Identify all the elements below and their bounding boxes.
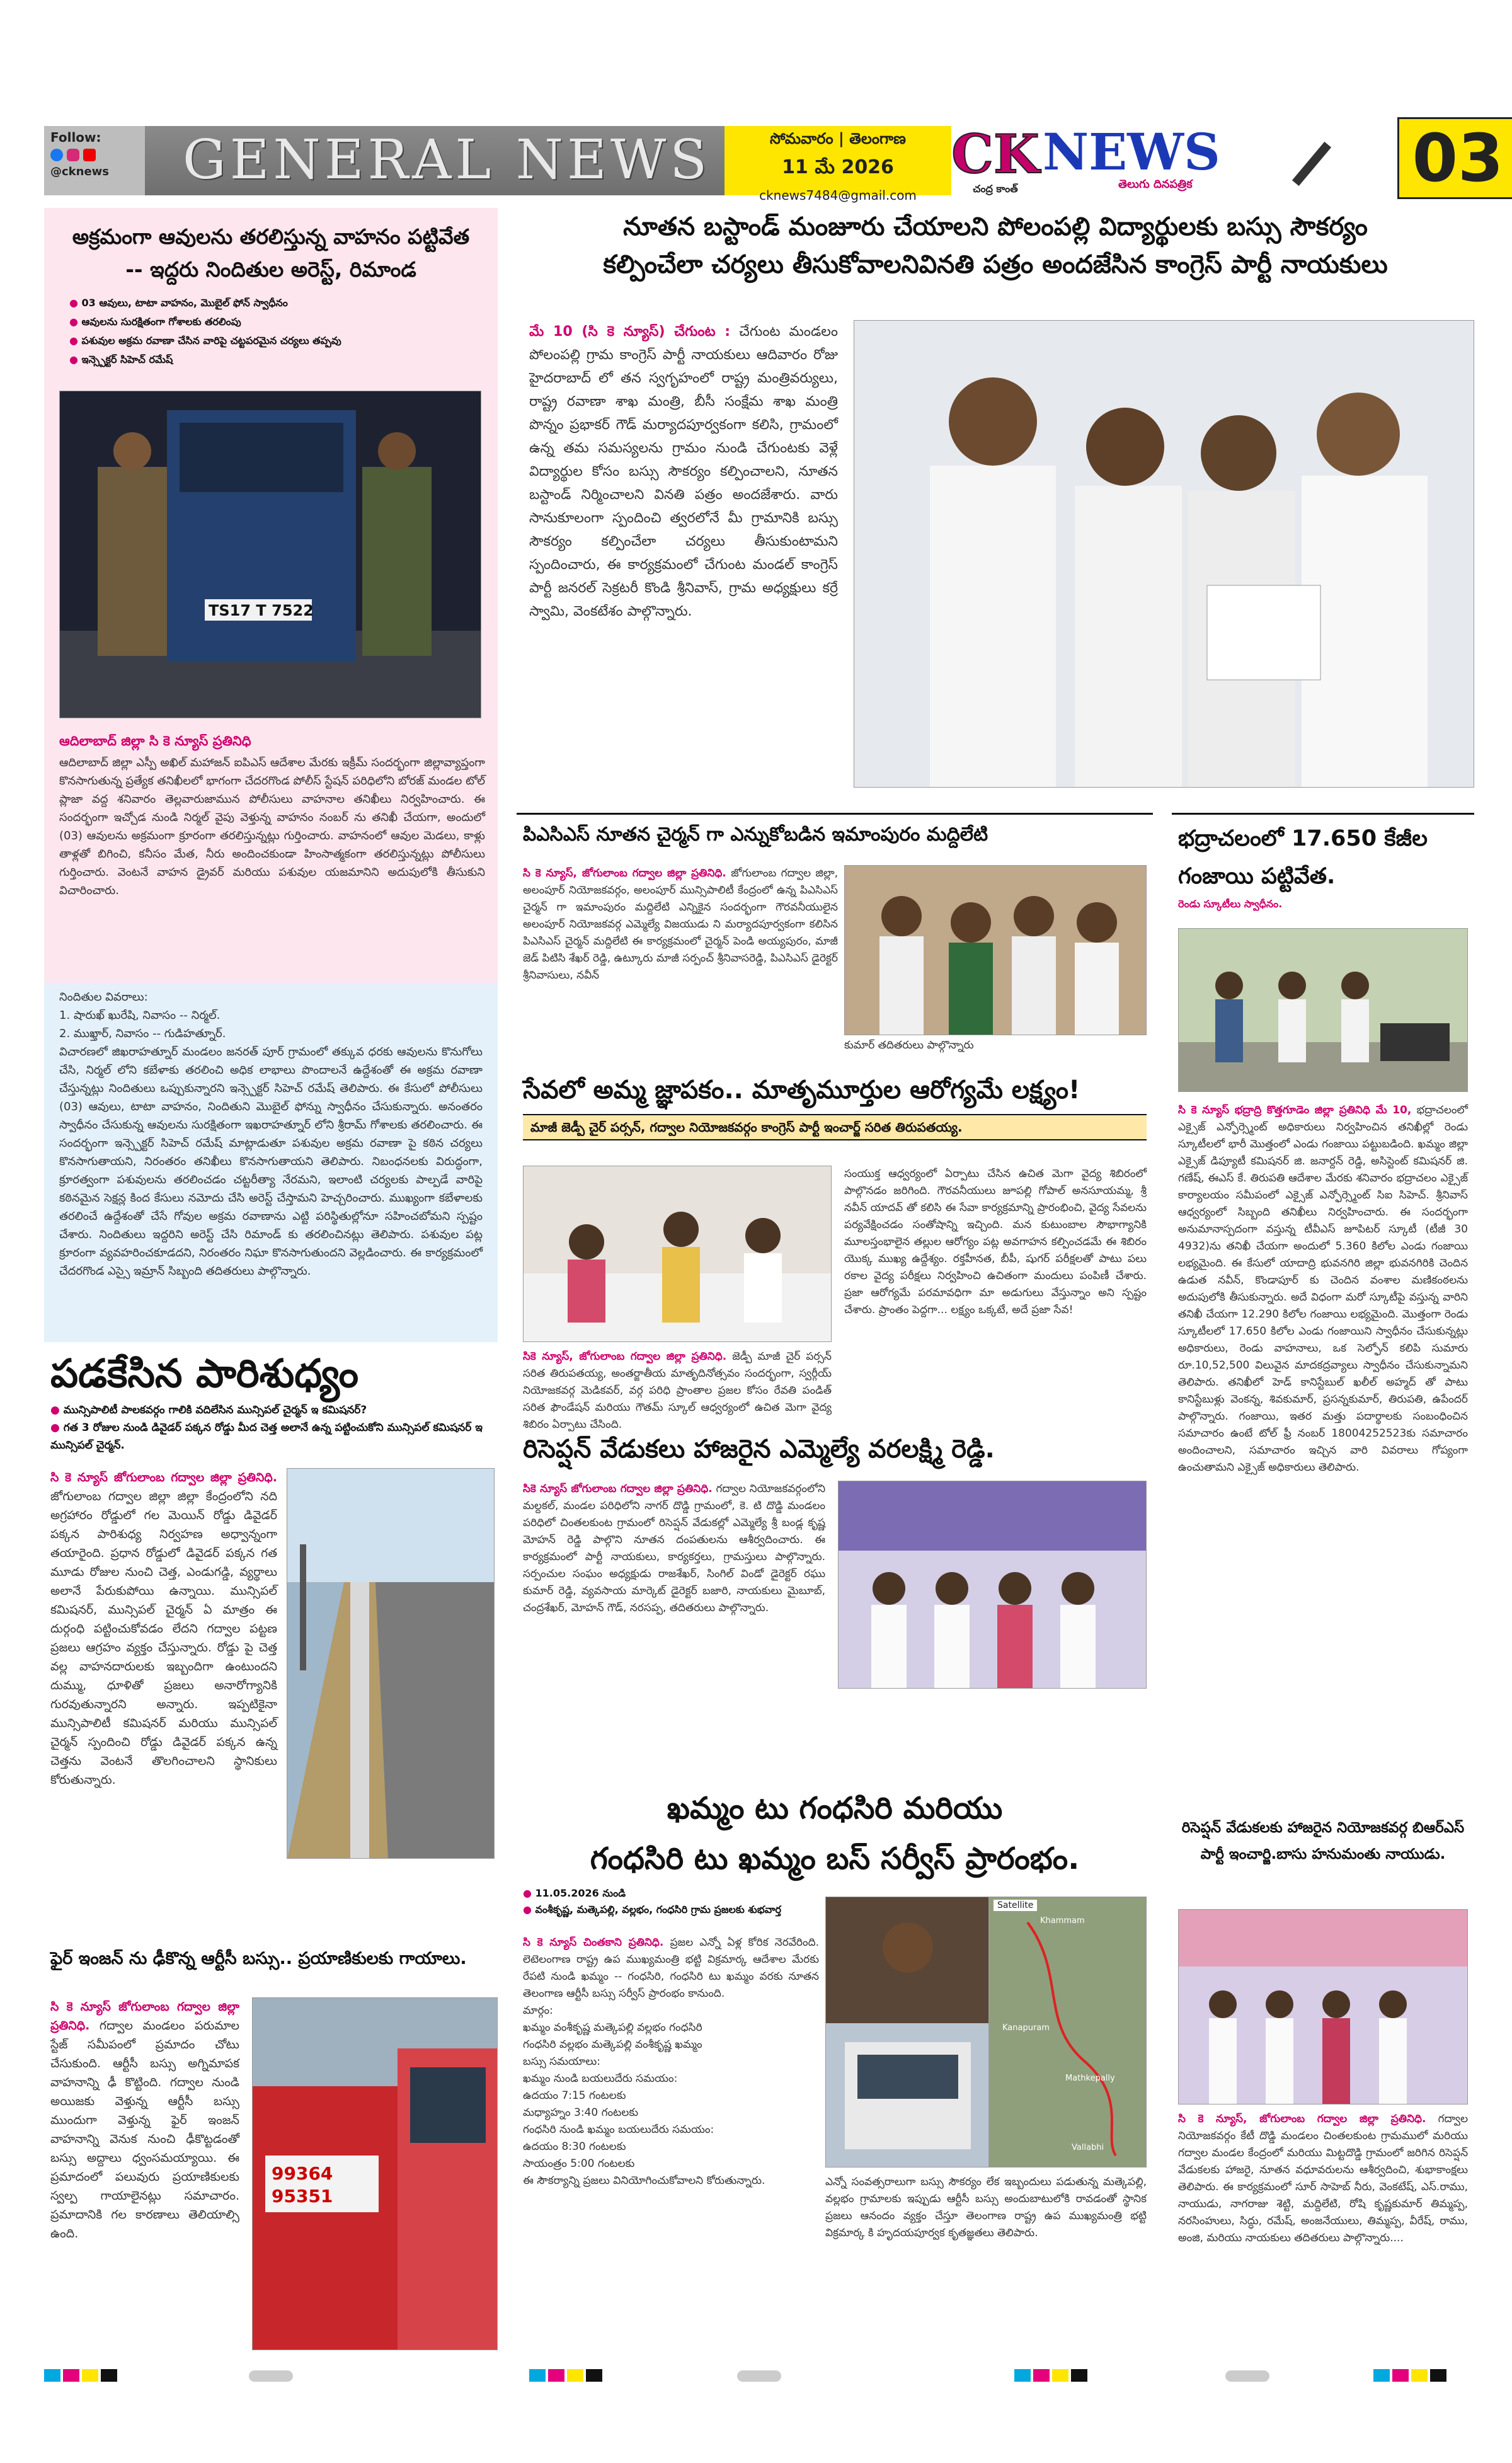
bus-service-photo <box>825 1897 989 2167</box>
sanitation-body: జోగులాంబ గద్వాల జిల్లా జిల్లా కేంద్రంలోని నది అగ్రహారం రోడ్డులో గల మెయిన్ రోడ్డు డివైడర్ పక్కన పారిశుధ్య నిర్వహణ అధ్వాన్నంగా తయారైంది. ప్రధాన రోడ్డులో డివైడర్ పక్కన గత మూడు రోజుల నుంచి చెత్త, ఎండుగడ్డి, వ్యర్థాలు అలానే పేరుకుపోయి ఉన్నాయి. మున్సిపల్ కమిషనర్, మున్సిపల్ చైర్మన్ ఏ మాత్రం ఈ దుర్గంధి పట్టించుకోవడం లేదని గద్వాల పట్టణ ప్రజలు ఆగ్రహం వ్యక్తం చేస్తున్నారు. రోడ్డు పై చెత్త వల్ల వాహనదారులకు ఇబ్బందిగా ఉంటుందని దుమ్ము, ధూళితో ప్రజలు అనారోగ్యానికి గురవుతున్నారని అన్నారు. ఇప్పటికైనా మున్సిపాలిటీ కమిషనర్ మరియు మున్సిపల్ చైర్మన్ స్పందించి రోడ్డు డివైడర్ పక్కన ఉన్న చెత్తను వెంటనే తొలగించాలని స్థానికులు కోరుతున్నారు. <box>50 1490 277 1787</box>
issue-date: 11 మే 2026 <box>782 156 894 178</box>
brs-reception-illustration <box>1179 1910 1468 2104</box>
medical-camp-illustration <box>524 1166 832 1342</box>
mla-reception-byline: సికె న్యూస్ జోగులాంబ గద్వాల జిల్లా ప్రతినిధి. <box>523 1483 713 1495</box>
brs-reception-text <box>1178 2111 1468 2247</box>
cow-byline-text: ఆదిలాబాద్ జిల్లా సి కె న్యూస్ ప్రతినిధి <box>59 733 251 749</box>
mothers-day-photo <box>523 1166 832 1342</box>
brs-reception-body: గద్వాల నియోజకవర్గం కేటీ దొడ్డి మండలం చింతలకుంట గ్రామములో మరియు గద్వాల మండల కేంద్రంలో మరియు మిట్టదొడ్డి గ్రామంలో జరిగిన రిసెప్షన్ వేడుకలకు హాజరై, నూతన వధూవరులను ఆశీర్వదించి, శుభాకాంక్షలు తెలిపారు. ఈ కార్యక్రమంలో సూర్ సాహెబ్ నీరు, వెంకటేష్, ఎస్.రాము, నాయుడు, నాగరాజు శెట్టి, మద్దిలేటి, రోషి కృష్ణకుమార్ తిమ్మప్ప, నరసింహులు, సిద్ధు, రమేష్, అంజనేయులు, తిమ్మప్ప, వీరేష్, రాము, అంజి, మరియు నాయకులు తదితరులు పాల్గొన్నారు.... <box>1178 2113 1469 2244</box>
truck-plate: TS17 T 7522 <box>209 602 314 619</box>
registration-marks-left <box>44 2369 117 2382</box>
bus-stand-photo <box>854 320 1474 788</box>
cow-body-1: ఆదిలాబాద్ జిల్లా ఎస్పీ అఖిల్ మహాజన్ ఐపిఎస్ ఆదేశాల మేరకు ఇక్రీమ్ సందర్భంగా జిల్లావ్యాప్తంగా కొనసాగుతున్న ప్రత్యేక తనిఖీలలో భాగంగా చేదరగొండ పోలీస్ స్టేషన్ పరిధిలోని బోరజ్ మండల టోల్ ప్లాజా వద్ద శనివారం తెల్లవారుజామున పోలీసులు వాహనాల తనిఖీలు నిర్వహించారు. ఈ సందర్భంగా ఇచ్చోడ నుండి నిర్మల్ వైపు వెళ్తున్న వాహనం నంబర్ ను తనిఖీ చేయగా, అందులో (03) ఆవులను అక్రమంగా క్రూరంగా తరలిస్తున్నట్లు గుర్తించారు. వాహనంలో ఆవుల మెడలు, కాళ్లు తాళ్లతో బిగించి, కనీసం మేత, నీరు అందించకుండా హింసాత్మకంగా తరలిస్తున్నట్లు పోలీసులు గుర్తించారు. వెంటనే వాహన డ్రైవర్ మరియు పశువుల యజమానిని అదుపులోకి తీసుకుని విచారించారు. <box>59 756 485 897</box>
bus-service-route: మార్గం: ఖమ్మం వంశీకృష్ణ మత్కెపల్లి వల్లభం గంధసిరి గంధసిరి వల్లభం మత్కెపల్లి వంశీకృష్ణ ఖమ్మం బస్సు సమయాలు: ఖమ్మం నుండి బయలుదేరు సమయం: ఉదయం 7:15 గంటలకు మధ్యాహ్నం 3:40 గంటలకు గంధసిరి నుండి ఖమ్మం బయలుదేరు సమయం: ఉదయం 8:30 గంటలకు సాయంత్రం 5:00 గంటలకు ఈ సౌకర్యాన్ని ప్రజలు వినియోగించుకోవాలని కోరుతున్నారు. <box>523 2004 765 2187</box>
felicitation-illustration <box>845 866 1147 1035</box>
bus-stand-story <box>517 208 1474 807</box>
logo-sub: చంద్ర కాంత్ <box>973 183 1018 195</box>
cow-bullet-1: ● 03 ఆవులు, టాటా వాహనం, మొబైల్ ఫోన్ స్వాధీనం <box>69 297 288 309</box>
logo-news: NEWS <box>1043 122 1220 181</box>
pacs-photo <box>844 865 1147 1035</box>
mothers-day-byline: సికె న్యూస్, జోగులాంబ గద్వాల జిల్లా ప్రతినిధి. <box>523 1350 727 1363</box>
truck-illustration <box>60 391 481 718</box>
day-state: సోమవారం | తెలంగాణ <box>770 130 906 147</box>
map-place-khammam: Khammam <box>1040 1916 1085 1926</box>
ganja-story <box>1172 813 1474 1808</box>
mla-reception-body: గద్వాల నియోజకవర్గంలోని మల్దకల్, మండల పరిధిలోని నాగర్ దొడ్డి గ్రామంలో, కె. టి దొడ్డి మండలం పరిధిలో చింతలకుంట గ్రామంలో రిసెప్షన్ వేడుకల్లో ఎమ్మెల్యే శ్రీ బండ్ల కృష్ణ మోహన్ రెడ్డి పాల్గొని నూతన దంపతులను ఆశీర్వదించారు. ఈ కార్యక్రమంలో పార్టీ నాయకులు, కార్యకర్తలు, గ్రామస్తులు పాల్గొన్నారు. సర్పంచుల సంఘం అధ్యక్షుడు రాజశేఖర్, సింగిల్ విండో డైరెక్టర్ రఘు కుమార్ రెడ్డి, వ్యవసాయ మార్కెట్ డైరెక్టర్ బజారి, నాయకులు మైబూబ్, చంద్రశేఖర్, మోహన్ గౌడ్, నరసప్ప, తదితరులు పాల్గొన్నారు. <box>523 1483 826 1614</box>
sanitation-story <box>44 1348 498 1953</box>
bus-service-text <box>523 1934 819 2190</box>
logo-ck: CK <box>951 123 1040 185</box>
logo-tagline: తెలుగు దినపత్రిక <box>1118 178 1193 191</box>
cow-photo <box>59 391 481 718</box>
registration-pill-left <box>249 2370 293 2382</box>
accident-headline: ఫైర్ ఇంజన్ ను ఢీకొన్న ఆర్టీసీ బస్సు.. ప్రయాణికులకు గాయాలు. <box>50 1949 467 1968</box>
follow-box <box>44 126 145 195</box>
brs-reception-photo <box>1178 1909 1468 2104</box>
news-logo <box>1043 122 1395 195</box>
accident-byline: సి కె న్యూస్ జోగులాంబ గద్వాల జిల్లా ప్రతినిధి. <box>50 2000 239 2033</box>
page-number: 03 <box>1412 120 1504 197</box>
pacs-byline: సి కె న్యూస్, జోగులాంబ గద్వాల జిల్లా ప్రతినిధి. <box>523 867 726 880</box>
sanitation-byline: సి కె న్యూస్ జోగులాంబ గద్వాల జిల్లా ప్రతినిధి. <box>50 1471 277 1484</box>
ganja-photo <box>1178 928 1468 1092</box>
mla-reception-photo <box>838 1481 1147 1689</box>
pacs-body: జోగులాంబ గద్వాల జిల్లా, అలంపూర్ నియోజకవర్గం, అలంపూర్ మున్సిపాలిటీ కేంద్రంలో ఉన్న పిఎసిఎస్ చైర్మన్ గా ఇమాంపురం మద్దిలేటి ఎన్నికైన సందర్భంగా గౌరవనీయులైన అలంపూర్ నియోజకవర్గ ఎమ్మెల్యే విజయుడు ని మర్యాదపూర్వకంగా కలిసిన పిఎసిఎస్ చైర్మన్ మద్దిలేటి ఈ కార్యక్రమంలో చైర్మన్ పెండి అయ్యపురం, మాజీ జెడ్ పిటిసి శేఖర్ రెడ్డి, ఉట్కూరు మాజీ సర్పంచ్ శ్రీనివాసరెడ్డి, పిఎసిఎస్ డైరెక్టర్ శ్రీనివాసులు, నవీన్ <box>523 867 839 982</box>
sanitation-text <box>50 1468 277 1789</box>
mla-reception-text <box>523 1481 825 1617</box>
sanitation-headline: పడకేసిన పారిశుధ్యం <box>50 1350 359 1396</box>
ganja-byline: సి కె న్యూస్ భద్రాద్రి కొత్తగూడెం జిల్లా ప్రతినిధి మే 10, <box>1178 1104 1412 1117</box>
bus-stand-source: మే 10 (సి కె న్యూస్) చేగుంట : <box>529 324 731 340</box>
page-number-box <box>1397 117 1512 199</box>
bus-service-headline-2: గంధసిరి టు ఖమ్మం బస్ సర్వీస్ ప్రారంభం. <box>590 1841 1080 1876</box>
bus-minister-illustration <box>826 1897 989 2167</box>
cow-byline <box>59 731 488 752</box>
cow-story <box>44 208 498 983</box>
ganja-headline: భద్రాచలంలో 17.650 కేజీల గంజాయి పట్టివేత. <box>1178 826 1428 889</box>
registration-pill-center <box>737 2370 781 2382</box>
accident-photo <box>252 1997 498 2350</box>
brs-reception-headline: రిసెప్షన్ వేడుకలకు హాజరైన నియోజకవర్గ బిఆర్ఎస్ పార్టీ ఇంచార్జి.బాసు హనుమంతు నాయుడు. <box>1181 1820 1465 1863</box>
brs-reception-story <box>1172 1815 1474 2350</box>
follow-label: Follow: <box>50 130 101 145</box>
bus-service-headline-1: ఖమ్మం టు గంధసిరి మరియు <box>667 1791 1003 1826</box>
mothers-day-story <box>517 1071 1153 1431</box>
fire-engine-number-1: 99364 <box>272 2163 333 2184</box>
reception-stage-illustration <box>839 1481 1147 1689</box>
mothers-day-text-1 <box>523 1348 832 1433</box>
bus-stand-headline-1: నూతన బస్టాండ్ మంజూరు చేయాలని పోలంపల్లి విద్యార్థులకు బస్సు సౌకర్యం <box>623 212 1368 241</box>
registration-marks-center-left <box>529 2369 602 2382</box>
masthead <box>44 120 1504 203</box>
sanitation-bullet-1: ● మున్సిపాలిటీ పాలకవర్గం గాలికి వదిలేసిన మున్సిపల్ చైర్మన్ ఇ కమిషనర్? <box>50 1404 367 1416</box>
cow-bullet-4: ● ఇన్స్పెక్టర్ సిహెచ్ రమేష్ <box>69 353 173 365</box>
brs-reception-byline: సి కె న్యూస్, జోగులాంబ గద్వాల జిల్లా ప్రతినిధి. <box>1178 2113 1426 2125</box>
sanitation-photo <box>287 1468 495 1859</box>
pacs-headline: పిఎసిఎస్ నూతన చైర్మన్ గా ఎన్నుకోబడిన ఇమాంపురం మద్దిలేటి <box>523 824 988 846</box>
accident-text <box>50 1997 239 2243</box>
cow-bullet-3: ● పశువుల అక్రమ రవాణా చేసిన వారిపై చట్టపరమైన చర్యలు తప్పవు <box>69 335 341 347</box>
bus-service-body-2: ఎన్నో సంవత్సరాలుగా బస్సు సౌకర్యం లేక ఇబ్బందులు పడుతున్న మత్కెపల్లి, వల్లభం గ్రామాలకు ఇప్పుడు ఆర్టీసీ బస్సు అందుబాటులోకి రావడంతో స్థానిక ప్రజలు ఆనందం వ్యక్తం చేస్తూ తెలంగాణ రాష్ట్ర ఉప ముఖ్యమంత్రి భట్టి విక్రమార్క కి హృదయపూర్వక కృతజ్ఞతలు తెలిపారు. <box>825 2176 1147 2239</box>
ganja-body: భద్రాచలంలో ఎక్సైజ్ ఎన్ఫోర్స్మెంట్ అధికారులు నిర్వహించిన తనిఖీల్లో రెండు స్కూటీలలో భారీ మొత్తంలో ఎండు గంజాయి పట్టుబడింది. ఖమ్మం జిల్లా ఎక్సైజ్ డిప్యూటీ కమిషనర్ జి. జనార్దన్ రెడ్డి, అసిస్టెంట్ కమిషనర్ జి. గణేష్, ఈఎస్ కే. తిరుపతి ఆదేశాల మేరకు శనివారం భద్రాచలం ఎక్సైజ్ కార్యాలయం సమీపంలో ఎక్సైజ్ ఎన్ఫోర్స్మెంట్ సిఐ సిహెచ్. శ్రీనివాస్ ఆధ్వర్యంలో సిబ్బంది తనిఖీలు నిర్వహించారు. ఈ సందర్భంగా అనుమానాస్పదంగా వస్తున్న టీవీఎస్ జూపిటర్ స్కూటీ (టీజీ 30 4932)ను తనిఖీ చేయగా అందులో 5.360 కిలోల ఎండు గంజాయి లభ్యమైంది. ఈ కేసులో యాదాద్రి భువనగిరి జిల్లా భువనగిరికి చెందిన ఉడుత నవీన్, కొండాపూర్ కు చెందిన వంశాల మణికంఠలను అదుపులోకి తీసుకున్నారు. అదే విధంగా మరో స్కూటీపై వస్తున్న వారిని తనిఖీ చేయగా 12.290 కిలోల గంజాయి లభ్యమైంది. మొత్తంగా రెండు స్కూటీలలో 17.650 కిలోల ఎండు గంజాయిని స్వాధీనం చేసుకున్నట్లు అధికారులు, రెండు వాహనాలు, ఒక సెల్ఫోన్ కలిపి సుమారు రూ.10,52,500 విలువైన మాదకద్రవ్యాలు స్వాధీనం చేసుకున్నామని తెలిపారు. తనిఖీలో హెడ్ కానిస్టేబుల్ ఖలీల్ అహ్మద్ తో పాటు కానిస్టేబుళ్లు వెంకన్న, శివకుమార్, ప్రసన్నకుమార్, తిరుపతి, ఉపేందర్ పాల్గొన్నారు. గంజాయి, ఇతర మత్తు పదార్థాలకు సంబంధించిన సమాచారం ఉంటే టోల్ ఫ్రీ నంబర్ 18004252523కు సమాచారం అందించాలని, సమాచారం ఇచ్చిన వారి వివరాలు గోప్యంగా ఉంచుతామని ఎక్సైజ్ అధికారులు తెలిపారు. <box>1178 1104 1468 1474</box>
map-place-vallabhi: Vallabhi <box>1072 2143 1104 2152</box>
bus-service-story <box>517 1783 1153 2350</box>
map-satellite-label[interactable]: Satellite <box>994 1900 1037 1911</box>
bus-service-bullet-1: ● 11.05.2026 నుండి <box>523 1887 626 1899</box>
petition-handover-illustration <box>854 321 1474 788</box>
route-map[interactable] <box>989 1897 1147 2167</box>
social-handle: @cknews <box>50 165 110 178</box>
bus-service-bullet-2: ● వంశీకృష్ణ, మత్కెపల్లి, వల్లభం, గంధసిరి గ్రామ ప్రజలకు శుభవార్త <box>523 1903 781 1915</box>
mothers-day-body-2: సంయుక్త ఆధ్వర్యంలో ఏర్పాటు చేసిన ఉచిత మెగా వైద్య శిబిరంలో పాల్గొనడం జరిగింది. గౌరవనీయులు జూపల్లి గోపాల్ అనసూయమ్మ, శ్రీ నవీన్ యాదవ్ తో కలిసి ఈ సేవా కార్యక్రమాన్ని ప్రారంభించి, వైద్య సేవలను పర్యవేక్షించడం సంతోషాన్ని ఇచ్చింది. మన కుటుంబాల సౌభాగ్యానికి మూలస్తంభాలైన తల్లుల ఆరోగ్యం పట్ల అవగాహన కల్పించడమే ఈ శిబిరం యొక్క ముఖ్య ఉద్దేశ్యం. రక్తహీనత, బీపీ, షుగర్ పరీక్షలతో పాటు పలు రకాల వైద్య పరీక్షలు నిర్వహించి ఉచితంగా మందులు పంపిణీ చేశారు. ప్రజా ఆరోగ్యమే పరమావధిగా మా అడుగులు వేస్తున్నాం అని స్పష్టం చేశారు. ప్రాంతం పెద్దగా... లక్ష్యం ఒక్కటే, అదే ప్రజా సేవ! <box>844 1168 1147 1316</box>
registration-pill-right <box>1225 2370 1269 2382</box>
mothers-day-subhead: మాజీ జెడ్పీ చైర్ పర్సన్, గద్వాల నియోజకవర్గం కాంగ్రెస్ పార్టీ ఇంచార్జ్ సరిత తిరుపతయ్య. <box>530 1120 963 1135</box>
accident-story <box>44 1947 498 2350</box>
cow-story-continued <box>44 983 498 1342</box>
ck-logo <box>951 123 1040 195</box>
ganja-text <box>1178 1102 1468 1476</box>
email[interactable]: cknews7484@gmail.com <box>759 188 917 203</box>
bus-stand-body: చేగుంట మండలం పోలంపల్లి గ్రామ కాంగ్రెస్ పార్టీ నాయకులు ఆదివారం రోజు హైదరాబాద్ లో తన స్వగృహంలో రాష్ట్ర మంత్రివర్యులు, రాష్ట్ర రవాణా శాఖ మంత్రి, బీసీ సంక్షేమ శాఖ మంత్రి పొన్నం ప్రభాకర్ గౌడ్ మర్యాదపూర్వకంగా కలిసి, గ్రామంలో ఉన్న తమ సమస్యలను గ్రామం నుండి చేగుంటకు వెళ్లే విద్యార్థుల కోసం బస్సు సౌకర్యం కల్పించాలని, నూతన బస్టాండ్ నిర్మించాలని వినతి పత్రం అందజేశారు. వారు సానుకూలంగా స్పందించి త్వరలోనే మీ గ్రామానికి బస్సు సౌకర్యం కల్పించేలా చర్యలు తీసుకుంటామని స్పందించారు, ఈ కార్యక్రమంలో చేగుంట మండల్ కాంగ్రెస్ పార్టీ జనరల్ సెక్రటరీ కొండి శ్రీనివాస్, గ్రామ అధ్యక్షులు కర్రే స్వామి, వెంకటేశం పాల్గొన్నారు. <box>529 324 838 619</box>
youtube-icon[interactable] <box>83 149 96 161</box>
cow-bullet-2: ● ఆవులను సురక్షితంగా గోశాలకు తరలింపు <box>69 316 241 328</box>
social-icons[interactable] <box>50 149 139 161</box>
road-divider-illustration <box>287 1469 495 1859</box>
bus-service-byline: సి కె న్యూస్ చింతకాని ప్రతినిధి. <box>523 1936 664 1949</box>
bus-service-body-1: ప్రజల ఎన్నో ఏళ్ల కోరిక నెరవేరింది. లెటెలంగాణ రాష్ట్ర ఉప ముఖ్యమంత్రి భట్టి విక్రమార్క ఆదేశాల మేరకు రేపటి నుండి ఖమ్మం -- గంధసిరి, గంధసిరి టు ఖమ్మం వరకు నూతన తెలంగాణ ఆర్టీసీ బస్సు సర్వీస్ ప్రారంభం కానుంది. <box>523 1936 820 2000</box>
mothers-day-headline: సేవలో అమ్మ జ్ఞాపకం.. మాతృమూర్తుల ఆరోగ్యమే లక్ష్యం! <box>523 1076 1080 1105</box>
mothers-day-body-1: జెడ్పీ మాజీ చైర్ పర్సన్ సరిత తిరుపతయ్య, అంతర్జాతీయ మాతృదినోత్సవం సందర్భంగా, స్వర్గీయ్ నియోజకవర్గ మెడికవర్, వర్గ పరిధి ప్రాంతాల ప్రజల కోసం రేవతి పండిత్ సరిత ఫౌండేషన్ మరియు గౌతమ్ స్కూల్ ఆధ్వర్యంలో ఉచిత మెగా వైద్య శిబిరం ఏర్పాటు చేసింది. <box>523 1350 832 1431</box>
ganja-sub: రెండు స్కూటీలు స్వాధీనం. <box>1178 898 1283 910</box>
fire-engine-number-2: 95351 <box>272 2186 333 2207</box>
registration-marks-center-right <box>1014 2369 1087 2382</box>
date-box <box>724 126 951 203</box>
bus-stand-text <box>529 320 838 623</box>
registration-marks-right <box>1373 2369 1446 2382</box>
cow-bullets <box>44 286 498 377</box>
sanitation-bullets <box>44 1399 498 1457</box>
mla-reception-story <box>517 1430 1153 1789</box>
cow-headline: అక్రమంగా ఆవులను తరలిస్తున్న వాహనం పట్టివేత -- ఇద్దరు నిందితుల అరెస్ట్, రిమాండ <box>72 224 470 282</box>
mla-reception-headline: రిసెప్షన్ వేడుకలు హాజరైన ఎమ్మెల్యే వరలక్ష్మి రెడ్డి. <box>523 1435 995 1464</box>
map-place-mathkepally: Mathkepally <box>1065 2074 1115 2083</box>
seizure-illustration <box>1179 929 1468 1092</box>
bus-stand-headline-2: కల్పించేలా చర్యలు తీసుకోవాలనివినతి పత్రం అందజేసిన కాంగ్రెస్ పార్టీ నాయకులు <box>603 250 1388 279</box>
section-banner <box>145 126 731 195</box>
facebook-icon[interactable] <box>50 149 63 161</box>
cow-body-2: నిందితుల వివరాలు: 1. షారుఖ్ ఖురేషి, నివాసం -- నిర్మల్. 2. ముఖ్తార్, నివాసం -- గుడిహత్నూర్. విచారణలో జిఖరాహత్నూర్ మండలం జనరత్ పూర్ గ్రామంలో తక్కువ ధరకు ఆవులను కొనుగోలు చేసి, నిర్మల్ లోని కబేళాకు తరలించి అధిక లాభాలు పొందాలనే ఉద్దేశంతో ఈ అక్రమ రవాణా చేస్తున్నట్లు నిందితులు ఒప్పుకున్నారని ఇన్స్పెక్టర్ సిహెచ్ రమేష్ తెలిపారు. ఈ కేసులో పోలీసులు (03) ఆవులు, టాటా వాహనం, నిందితుని మొబైల్ ఫోన్ను స్వాధీనం చేసుకున్నారు. అనంతరం స్వాధీనం చేసుకున్న ఆవులను సురక్షితంగా ఇఖరాహత్నూర్ లోని శ్రీరామ్ గోశాలకు తరలించారు. ఈ సందర్భంగా ఇన్స్పెక్టర్ సిహెచ్ రమేష్ మాట్లాడుతూ పశువుల అక్రమ రవాణా పై కఠిన చర్యలు కొనసాగుతాయని, నిరంతరం తనిఖీలు కొనసాగుతాయని తెలిపారు. నిబంధనలకు విరుద్ధంగా, క్రూరత్వంగా పశువులను తరలించడం చట్టరీత్యా నేరమని, ఇలాంటి చర్యలకు పాల్పడే వారిపై కఠినమైన సెక్షన్ల కింద కేసులు నమోదు చేసి అరెస్ట్ చేస్తామని హెచ్చరించారు. ముఖ్యంగా కబేళాలకు తరలించే ఉద్దేశంతో చేసే గోవుల అక్రమ రవాణాను ఎట్టి పరిస్థితుల్లోనూ సహించబోమని స్పష్టం చేశారు. నిందితులు ఇద్దరిని అరెస్ట్ చేసి రిమాండ్ కు తరలించినట్లు తెలిపారు. పశువుల పట్ల క్రూరంగా వ్యవహరించకూడదని, నిరంతరం నిఘా కొనసాగుతుందని వెల్లడించారు. ఈ కార్యక్రమంలో చేదరగొండ ఎస్సై ఇమ్రాన్ సిబ్బంది తదితరులు పాల్గొన్నారు. <box>59 990 483 1278</box>
accident-body: గద్వాల మండలం పరుమాల స్టేజ్ సమీపంలో ప్రమాదం చోటు చేసుకుంది. ఆర్టీసీ బస్సు అగ్నిమాపక వాహనాన్ని ఢీ కొట్టింది. గద్వాల నుండి అయిజకు వెళ్తున్న ఆర్టీసీ బస్సు ముందుగా వెళ్తున్న ఫైర్ ఇంజన్ వాహనాన్ని వెనుక నుంచి ఢీకొట్టడంతో బస్సు అద్దాలు ధ్వంసమయ్యాయి. ఈ ప్రమాదంలో పలువురు ప్రయాణికులకు స్వల్ప గాయాలైనట్లు సమాచారం. ప్రమాదానికి గల కారణాలు తెలియాల్సి ఉంది. <box>50 2019 239 2241</box>
pacs-story <box>517 813 1153 1071</box>
sanitation-bullet-2: ● గత 3 రోజుల నుండి డివైడర్ పక్కన రోడ్డు మీద చెత్త అలానే ఉన్న పట్టించుకోని మున్సిపల్ కమిషనర్ ఇ మున్సిపల్ చైర్మన్. <box>50 1421 483 1452</box>
mothers-day-subhead-box <box>523 1114 1147 1140</box>
map-place-kanapuram: Kanapuram <box>1002 2023 1050 2033</box>
section-title: GENERAL NEWS <box>183 129 711 192</box>
pacs-caption: కుమార్ తదితరులు పాల్గొన్నారు <box>844 1039 974 1052</box>
pacs-text <box>523 865 838 984</box>
instagram-icon[interactable] <box>67 149 79 161</box>
